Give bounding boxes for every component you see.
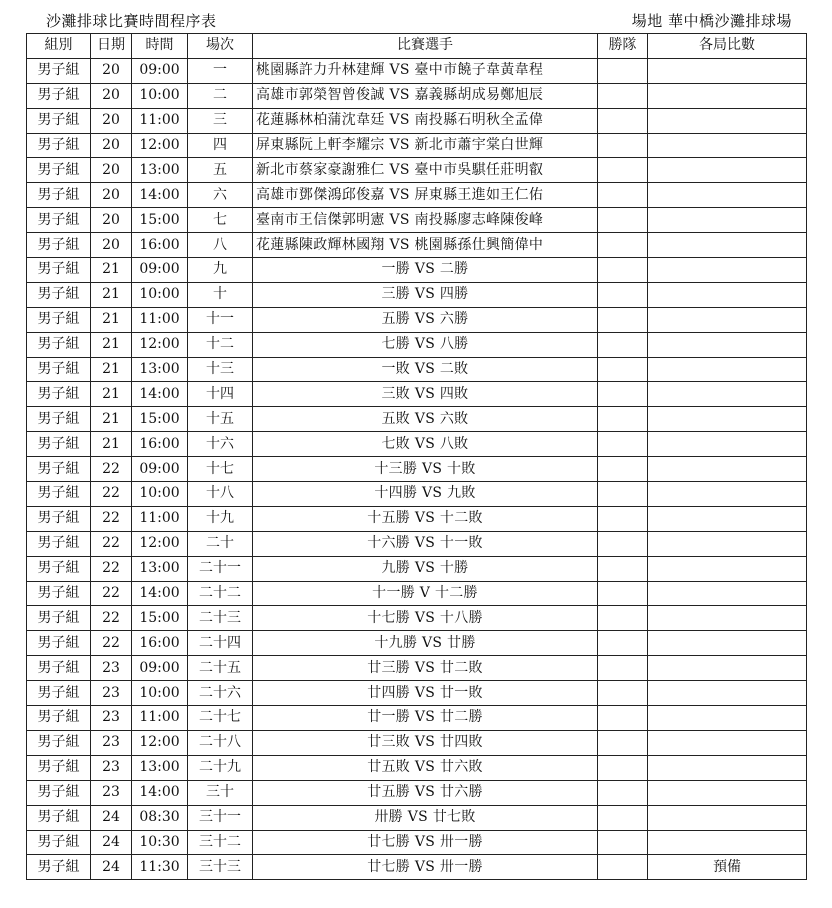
page-title: 沙灘排球比賽時間程序表 [46,12,217,30]
cell-time: 14:00 [132,382,188,407]
schedule-table [26,33,807,880]
cell-score [648,133,807,158]
venue-label: 場地 [631,12,663,30]
cell-winner [598,357,648,382]
cell-date: 20 [91,58,132,83]
cell-date: 22 [91,482,132,507]
cell-match: 廿四勝 VS 廿一敗 [253,681,598,706]
column-header-round: 場次 [188,34,253,59]
table-row [27,282,807,307]
column-header-group: 組別 [27,34,91,59]
cell-time: 11:00 [132,506,188,531]
cell-winner [598,233,648,258]
table-row [27,258,807,283]
cell-score [648,183,807,208]
cell-score [648,656,807,681]
cell-score [648,282,807,307]
cell-date: 20 [91,208,132,233]
cell-group: 男子組 [27,158,91,183]
cell-round: 二十 [188,531,253,556]
cell-time: 15:00 [132,606,188,631]
cell-group: 男子組 [27,482,91,507]
cell-group: 男子組 [27,258,91,283]
column-header-date: 日期 [91,34,132,59]
cell-group: 男子組 [27,357,91,382]
cell-score [648,581,807,606]
cell-match: 高雄市鄧傑鴻邱俊嘉 VS 屏東縣王進如王仁佑 [253,183,598,208]
table-row [27,208,807,233]
cell-group: 男子組 [27,730,91,755]
cell-group: 男子組 [27,656,91,681]
cell-date: 20 [91,133,132,158]
cell-match: 五勝 VS 六勝 [253,307,598,332]
cell-round: 九 [188,258,253,283]
cell-round: 十九 [188,506,253,531]
cell-match: 十五勝 VS 十二敗 [253,506,598,531]
table-row [27,58,807,83]
cell-date: 22 [91,581,132,606]
cell-round: 二十七 [188,706,253,731]
cell-round: 二十六 [188,681,253,706]
cell-date: 23 [91,706,132,731]
cell-winner [598,307,648,332]
cell-round: 二十二 [188,581,253,606]
cell-round: 十六 [188,432,253,457]
cell-time: 16:00 [132,631,188,656]
cell-group: 男子組 [27,780,91,805]
cell-score [648,432,807,457]
cell-date: 21 [91,357,132,382]
cell-date: 23 [91,730,132,755]
cell-round: 二十八 [188,730,253,755]
cell-score [648,606,807,631]
cell-date: 20 [91,233,132,258]
cell-winner [598,258,648,283]
cell-time: 12:00 [132,133,188,158]
cell-date: 21 [91,258,132,283]
cell-time: 12:00 [132,531,188,556]
cell-score [648,357,807,382]
table-row [27,133,807,158]
cell-round: 五 [188,158,253,183]
cell-round: 十七 [188,457,253,482]
cell-score [648,706,807,731]
header-row [27,34,807,59]
column-header-time: 時間 [132,34,188,59]
cell-group: 男子組 [27,606,91,631]
cell-time: 09:00 [132,58,188,83]
table-row [27,506,807,531]
cell-round: 十五 [188,407,253,432]
cell-time: 10:30 [132,830,188,855]
cell-match: 廿五敗 VS 廿六敗 [253,755,598,780]
cell-match: 新北市蔡家豪謝雅仁 VS 臺中市吳騏任莊明叡 [253,158,598,183]
cell-group: 男子組 [27,681,91,706]
cell-match: 廿七勝 VS 卅一勝 [253,830,598,855]
cell-match: 十三勝 VS 十敗 [253,457,598,482]
cell-match: 十四勝 VS 九敗 [253,482,598,507]
cell-group: 男子組 [27,208,91,233]
table-row [27,233,807,258]
cell-round: 二 [188,83,253,108]
cell-winner [598,382,648,407]
cell-group: 男子組 [27,755,91,780]
cell-winner [598,855,648,880]
cell-date: 22 [91,606,132,631]
cell-time: 15:00 [132,407,188,432]
cell-round: 十 [188,282,253,307]
cell-score [648,307,807,332]
cell-date: 22 [91,457,132,482]
cell-winner [598,332,648,357]
table-row [27,780,807,805]
cell-winner [598,183,648,208]
table-row [27,457,807,482]
cell-round: 八 [188,233,253,258]
table-row [27,855,807,880]
cell-time: 09:00 [132,656,188,681]
cell-score [648,631,807,656]
cell-round: 三十 [188,780,253,805]
cell-time: 12:00 [132,730,188,755]
cell-match: 十六勝 VS 十一敗 [253,531,598,556]
cell-time: 10:00 [132,681,188,706]
cell-match: 一敗 VS 二敗 [253,357,598,382]
cell-round: 三十二 [188,830,253,855]
cell-winner [598,755,648,780]
cell-time: 10:00 [132,482,188,507]
cell-winner [598,432,648,457]
schedule-body [27,58,807,879]
cell-round: 二十九 [188,755,253,780]
cell-group: 男子組 [27,83,91,108]
cell-time: 13:00 [132,556,188,581]
cell-time: 16:00 [132,432,188,457]
cell-winner [598,631,648,656]
cell-group: 男子組 [27,855,91,880]
cell-time: 11:00 [132,706,188,731]
cell-group: 男子組 [27,58,91,83]
cell-group: 男子組 [27,407,91,432]
table-row [27,332,807,357]
table-row [27,581,807,606]
cell-date: 24 [91,805,132,830]
cell-time: 13:00 [132,357,188,382]
cell-date: 20 [91,183,132,208]
cell-round: 十四 [188,382,253,407]
table-row [27,307,807,332]
cell-date: 21 [91,407,132,432]
cell-match: 十一勝 V 十二勝 [253,581,598,606]
cell-match: 廿三敗 VS 廿四敗 [253,730,598,755]
cell-score [648,83,807,108]
cell-date: 21 [91,282,132,307]
table-row [27,407,807,432]
table-row [27,432,807,457]
cell-group: 男子組 [27,830,91,855]
cell-match: 七勝 VS 八勝 [253,332,598,357]
cell-match: 臺南市王信傑郭明憲 VS 南投縣廖志峰陳俊峰 [253,208,598,233]
cell-round: 十二 [188,332,253,357]
cell-date: 23 [91,681,132,706]
cell-match: 花蓮縣林柏蒲沈韋廷 VS 南投縣石明秋全孟偉 [253,108,598,133]
cell-match: 廿一勝 VS 廿二勝 [253,706,598,731]
cell-match: 一勝 VS 二勝 [253,258,598,283]
cell-round: 六 [188,183,253,208]
table-row [27,656,807,681]
cell-match: 花蓮縣陳政輝林國翔 VS 桃園縣孫仕興簡偉中 [253,233,598,258]
cell-match: 屏東縣阮上軒李耀宗 VS 新北市蕭宇棠白世輝 [253,133,598,158]
cell-score [648,233,807,258]
cell-winner [598,407,648,432]
cell-winner [598,706,648,731]
cell-winner [598,108,648,133]
cell-group: 男子組 [27,805,91,830]
cell-date: 20 [91,108,132,133]
cell-score [648,482,807,507]
cell-winner [598,830,648,855]
cell-round: 一 [188,58,253,83]
venue-name: 華中橋沙灘排球場 [667,12,792,30]
column-header-winner: 勝隊 [598,34,648,59]
cell-score [648,805,807,830]
table-row [27,158,807,183]
cell-round: 十一 [188,307,253,332]
cell-round: 二十四 [188,631,253,656]
cell-match: 高雄市郭榮智曾俊誠 VS 嘉義縣胡成易鄭旭辰 [253,83,598,108]
cell-time: 10:00 [132,282,188,307]
cell-group: 男子組 [27,307,91,332]
cell-round: 四 [188,133,253,158]
cell-group: 男子組 [27,556,91,581]
table-row [27,830,807,855]
cell-score [648,158,807,183]
cell-score [648,730,807,755]
cell-match: 三勝 VS 四勝 [253,282,598,307]
cell-time: 14:00 [132,581,188,606]
cell-score [648,830,807,855]
table-row [27,631,807,656]
cell-group: 男子組 [27,282,91,307]
table-row [27,556,807,581]
cell-winner [598,282,648,307]
cell-winner [598,531,648,556]
table-row [27,382,807,407]
cell-winner [598,208,648,233]
cell-time: 14:00 [132,780,188,805]
cell-round: 三十一 [188,805,253,830]
cell-date: 23 [91,780,132,805]
cell-date: 20 [91,83,132,108]
table-row [27,606,807,631]
cell-time: 13:00 [132,158,188,183]
cell-score [648,108,807,133]
cell-time: 10:00 [132,83,188,108]
cell-round: 二十三 [188,606,253,631]
cell-score [648,556,807,581]
cell-date: 23 [91,755,132,780]
cell-winner [598,58,648,83]
cell-score [648,58,807,83]
cell-winner [598,482,648,507]
cell-score [648,780,807,805]
cell-date: 21 [91,307,132,332]
cell-date: 22 [91,556,132,581]
cell-score [648,407,807,432]
venue-info [632,10,792,31]
table-row [27,805,807,830]
cell-score [648,506,807,531]
cell-score [648,332,807,357]
cell-winner [598,457,648,482]
cell-time: 11:00 [132,108,188,133]
cell-round: 十八 [188,482,253,507]
cell-date: 21 [91,332,132,357]
cell-score [648,258,807,283]
cell-match: 廿三勝 VS 廿二敗 [253,656,598,681]
cell-time: 13:00 [132,755,188,780]
cell-match: 三敗 VS 四敗 [253,382,598,407]
cell-winner [598,656,648,681]
cell-match: 七敗 VS 八敗 [253,432,598,457]
table-row [27,531,807,556]
cell-score [648,755,807,780]
cell-match: 廿五勝 VS 廿六勝 [253,780,598,805]
column-header-match: 比賽選手 [253,34,598,59]
cell-winner [598,780,648,805]
cell-round: 二十五 [188,656,253,681]
cell-match: 十九勝 VS 廿勝 [253,631,598,656]
cell-group: 男子組 [27,531,91,556]
cell-group: 男子組 [27,183,91,208]
cell-match: 桃園縣許力升林建輝 VS 臺中市饒子韋黃韋程 [253,58,598,83]
cell-time: 14:00 [132,183,188,208]
cell-score [648,531,807,556]
cell-time: 16:00 [132,233,188,258]
table-row [27,681,807,706]
cell-time: 11:30 [132,855,188,880]
cell-group: 男子組 [27,133,91,158]
cell-group: 男子組 [27,631,91,656]
cell-group: 男子組 [27,382,91,407]
cell-group: 男子組 [27,233,91,258]
cell-time: 09:00 [132,457,188,482]
cell-date: 24 [91,855,132,880]
cell-time: 15:00 [132,208,188,233]
table-row [27,83,807,108]
cell-date: 22 [91,506,132,531]
cell-time: 11:00 [132,307,188,332]
cell-score: 預備 [648,855,807,880]
cell-date: 23 [91,656,132,681]
cell-date: 21 [91,382,132,407]
cell-group: 男子組 [27,332,91,357]
cell-winner [598,506,648,531]
cell-group: 男子組 [27,457,91,482]
cell-date: 22 [91,631,132,656]
table-row [27,706,807,731]
cell-date: 20 [91,158,132,183]
cell-date: 24 [91,830,132,855]
table-row [27,755,807,780]
cell-match: 卅勝 VS 廿七敗 [253,805,598,830]
cell-winner [598,581,648,606]
cell-round: 三十三 [188,855,253,880]
cell-round: 七 [188,208,253,233]
column-header-score: 各局比數 [648,34,807,59]
cell-winner [598,730,648,755]
cell-match: 九勝 VS 十勝 [253,556,598,581]
cell-winner [598,158,648,183]
cell-score [648,208,807,233]
cell-winner [598,681,648,706]
table-row [27,357,807,382]
table-row [27,108,807,133]
cell-group: 男子組 [27,432,91,457]
cell-match: 廿七勝 VS 卅一勝 [253,855,598,880]
cell-match: 五敗 VS 六敗 [253,407,598,432]
cell-date: 21 [91,432,132,457]
cell-time: 08:30 [132,805,188,830]
cell-group: 男子組 [27,506,91,531]
cell-group: 男子組 [27,706,91,731]
cell-score [648,382,807,407]
cell-score [648,457,807,482]
cell-winner [598,133,648,158]
cell-round: 十三 [188,357,253,382]
cell-winner [598,556,648,581]
cell-round: 三 [188,108,253,133]
cell-group: 男子組 [27,581,91,606]
table-row [27,482,807,507]
cell-winner [598,606,648,631]
table-row [27,183,807,208]
cell-round: 二十一 [188,556,253,581]
cell-match: 十七勝 VS 十八勝 [253,606,598,631]
cell-date: 22 [91,531,132,556]
cell-group: 男子組 [27,108,91,133]
table-row [27,730,807,755]
cell-winner [598,805,648,830]
cell-winner [598,83,648,108]
cell-score [648,681,807,706]
cell-time: 09:00 [132,258,188,283]
cell-time: 12:00 [132,332,188,357]
